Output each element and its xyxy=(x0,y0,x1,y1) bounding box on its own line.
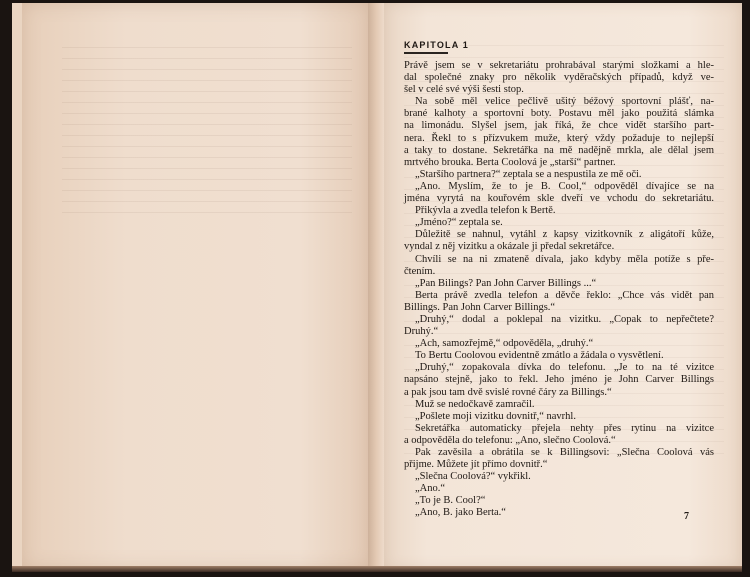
chapter-heading: KAPITOLA 1 xyxy=(404,40,470,50)
text-line: „Druhý,“ dodal a poklepal na vizitku. „Copak to nepřečtete? xyxy=(415,313,714,325)
text-line: jména vyrytá na kouřovém skle dveří ve vchodu do sekretariátu. xyxy=(404,193,714,205)
text-line: mrtvého brouka. Berta Coolová je „starší“ partner. xyxy=(404,156,616,168)
page-edge xyxy=(12,566,742,572)
chapter-rule xyxy=(404,52,448,54)
text-line: a pak jsou tam dvě svislé rovné čáry za Billings.“ xyxy=(404,386,612,398)
text-line: Na sobě měl velice pečlivě ušitý béžový sportovní plášť, na- xyxy=(415,96,714,108)
text-line: „Pošlete moji vizitku dovnitř,“ navrhl. xyxy=(415,410,576,422)
text-line: To Bertu Coolovou evidentně zmátlo a žádala o vysvětlení. xyxy=(415,350,664,362)
text-line: vyndal z něj vizitku a okázale ji předal sekretářce. xyxy=(404,241,615,253)
text-line: Sekretářka automaticky přejela nehty přes rytinu na vizitce xyxy=(415,422,714,434)
text-line: „Ach, samozřejmě,“ odpověděla, „druhý.“ xyxy=(415,338,594,350)
text-line: „Ano. Myslím, že to je B. Cool,“ odpověděl dívajíce se na xyxy=(415,180,714,192)
text-line: „Jméno?“ zeptala se. xyxy=(415,217,503,229)
left-page xyxy=(22,3,370,569)
page-number: 7 xyxy=(684,511,689,522)
right-page xyxy=(384,3,742,569)
text-line: „Staršího partnera?“ zeptala se a nespustila ze mě oči. xyxy=(415,168,642,180)
text-line: dal společné znaky pro několik vyděračských případů, když ve- xyxy=(404,72,714,84)
text-line: „Ano.“ xyxy=(415,483,446,495)
text-line: „To je B. Cool?“ xyxy=(415,495,486,507)
body-text xyxy=(404,60,714,520)
text-line: „Druhý,“ zopakovala dívka do telefonu. „Je to na té vizitce xyxy=(415,362,714,374)
text-line: „Pan Bilings? Pan John Carver Billings ...“ xyxy=(415,277,597,289)
text-line: nera. Řekl to s přízvukem muže, který vždy požaduje to nejlepší xyxy=(404,132,714,144)
text-line: přijme. Můžete jít přímo dovnitř.“ xyxy=(404,459,548,471)
text-line: čtením. xyxy=(404,265,436,277)
text-line: Přikývla a zvedla telefon k Bertě. xyxy=(415,205,556,217)
text-line: „Slečna Coolová?“ vykřikl. xyxy=(415,471,531,483)
text-line: Billings. Pan John Carver Billings.“ xyxy=(404,301,556,313)
text-line: a odpověděla do telefonu: „Ano, slečno Coolová.“ xyxy=(404,434,616,446)
text-line: Pak zavěsila a obrátila se k Billingsovi: „Slečna Coolová vás xyxy=(415,447,714,458)
text-line: na limonádu. Slyšel jsem, jak říká, že chce vidět staršího part- xyxy=(404,120,714,132)
text-line: Chvíli se na ni zmateně dívala, jako kdyby měla potíže s pře- xyxy=(415,253,714,265)
text-line: a taky to dostane. Sekretářka na mě nadějně mrkla, ale dělal jsem xyxy=(404,144,714,156)
text-line: „Ano, B. jako Berta.“ xyxy=(415,507,506,519)
open-book xyxy=(12,3,742,569)
text-line: Právě jsem se v sekretariátu prohrabával starými složkami a hle- xyxy=(404,60,714,71)
text-line: Důležitě se nahnul, vytáhl z kapsy vizitkovník z aligátoří kůže, xyxy=(415,229,714,241)
text-line: Muž se nedočkavě zamračil. xyxy=(415,398,535,410)
text-line: Druhý.“ xyxy=(404,326,439,338)
show-through-text xyxy=(62,38,352,218)
text-line: napsáno stejně, jako to řekl. Jeho jméno je John Carver Billings xyxy=(404,374,714,386)
text-line: brané kalhoty a sportovní boty. Postavu měl jako použitá slámka xyxy=(404,108,714,120)
text-line: Berta právě zvedla telefon a děvče řeklo: „Chce vás vidět pan xyxy=(415,289,714,301)
text-line: šel v celé své výši šesti stop. xyxy=(404,84,524,96)
